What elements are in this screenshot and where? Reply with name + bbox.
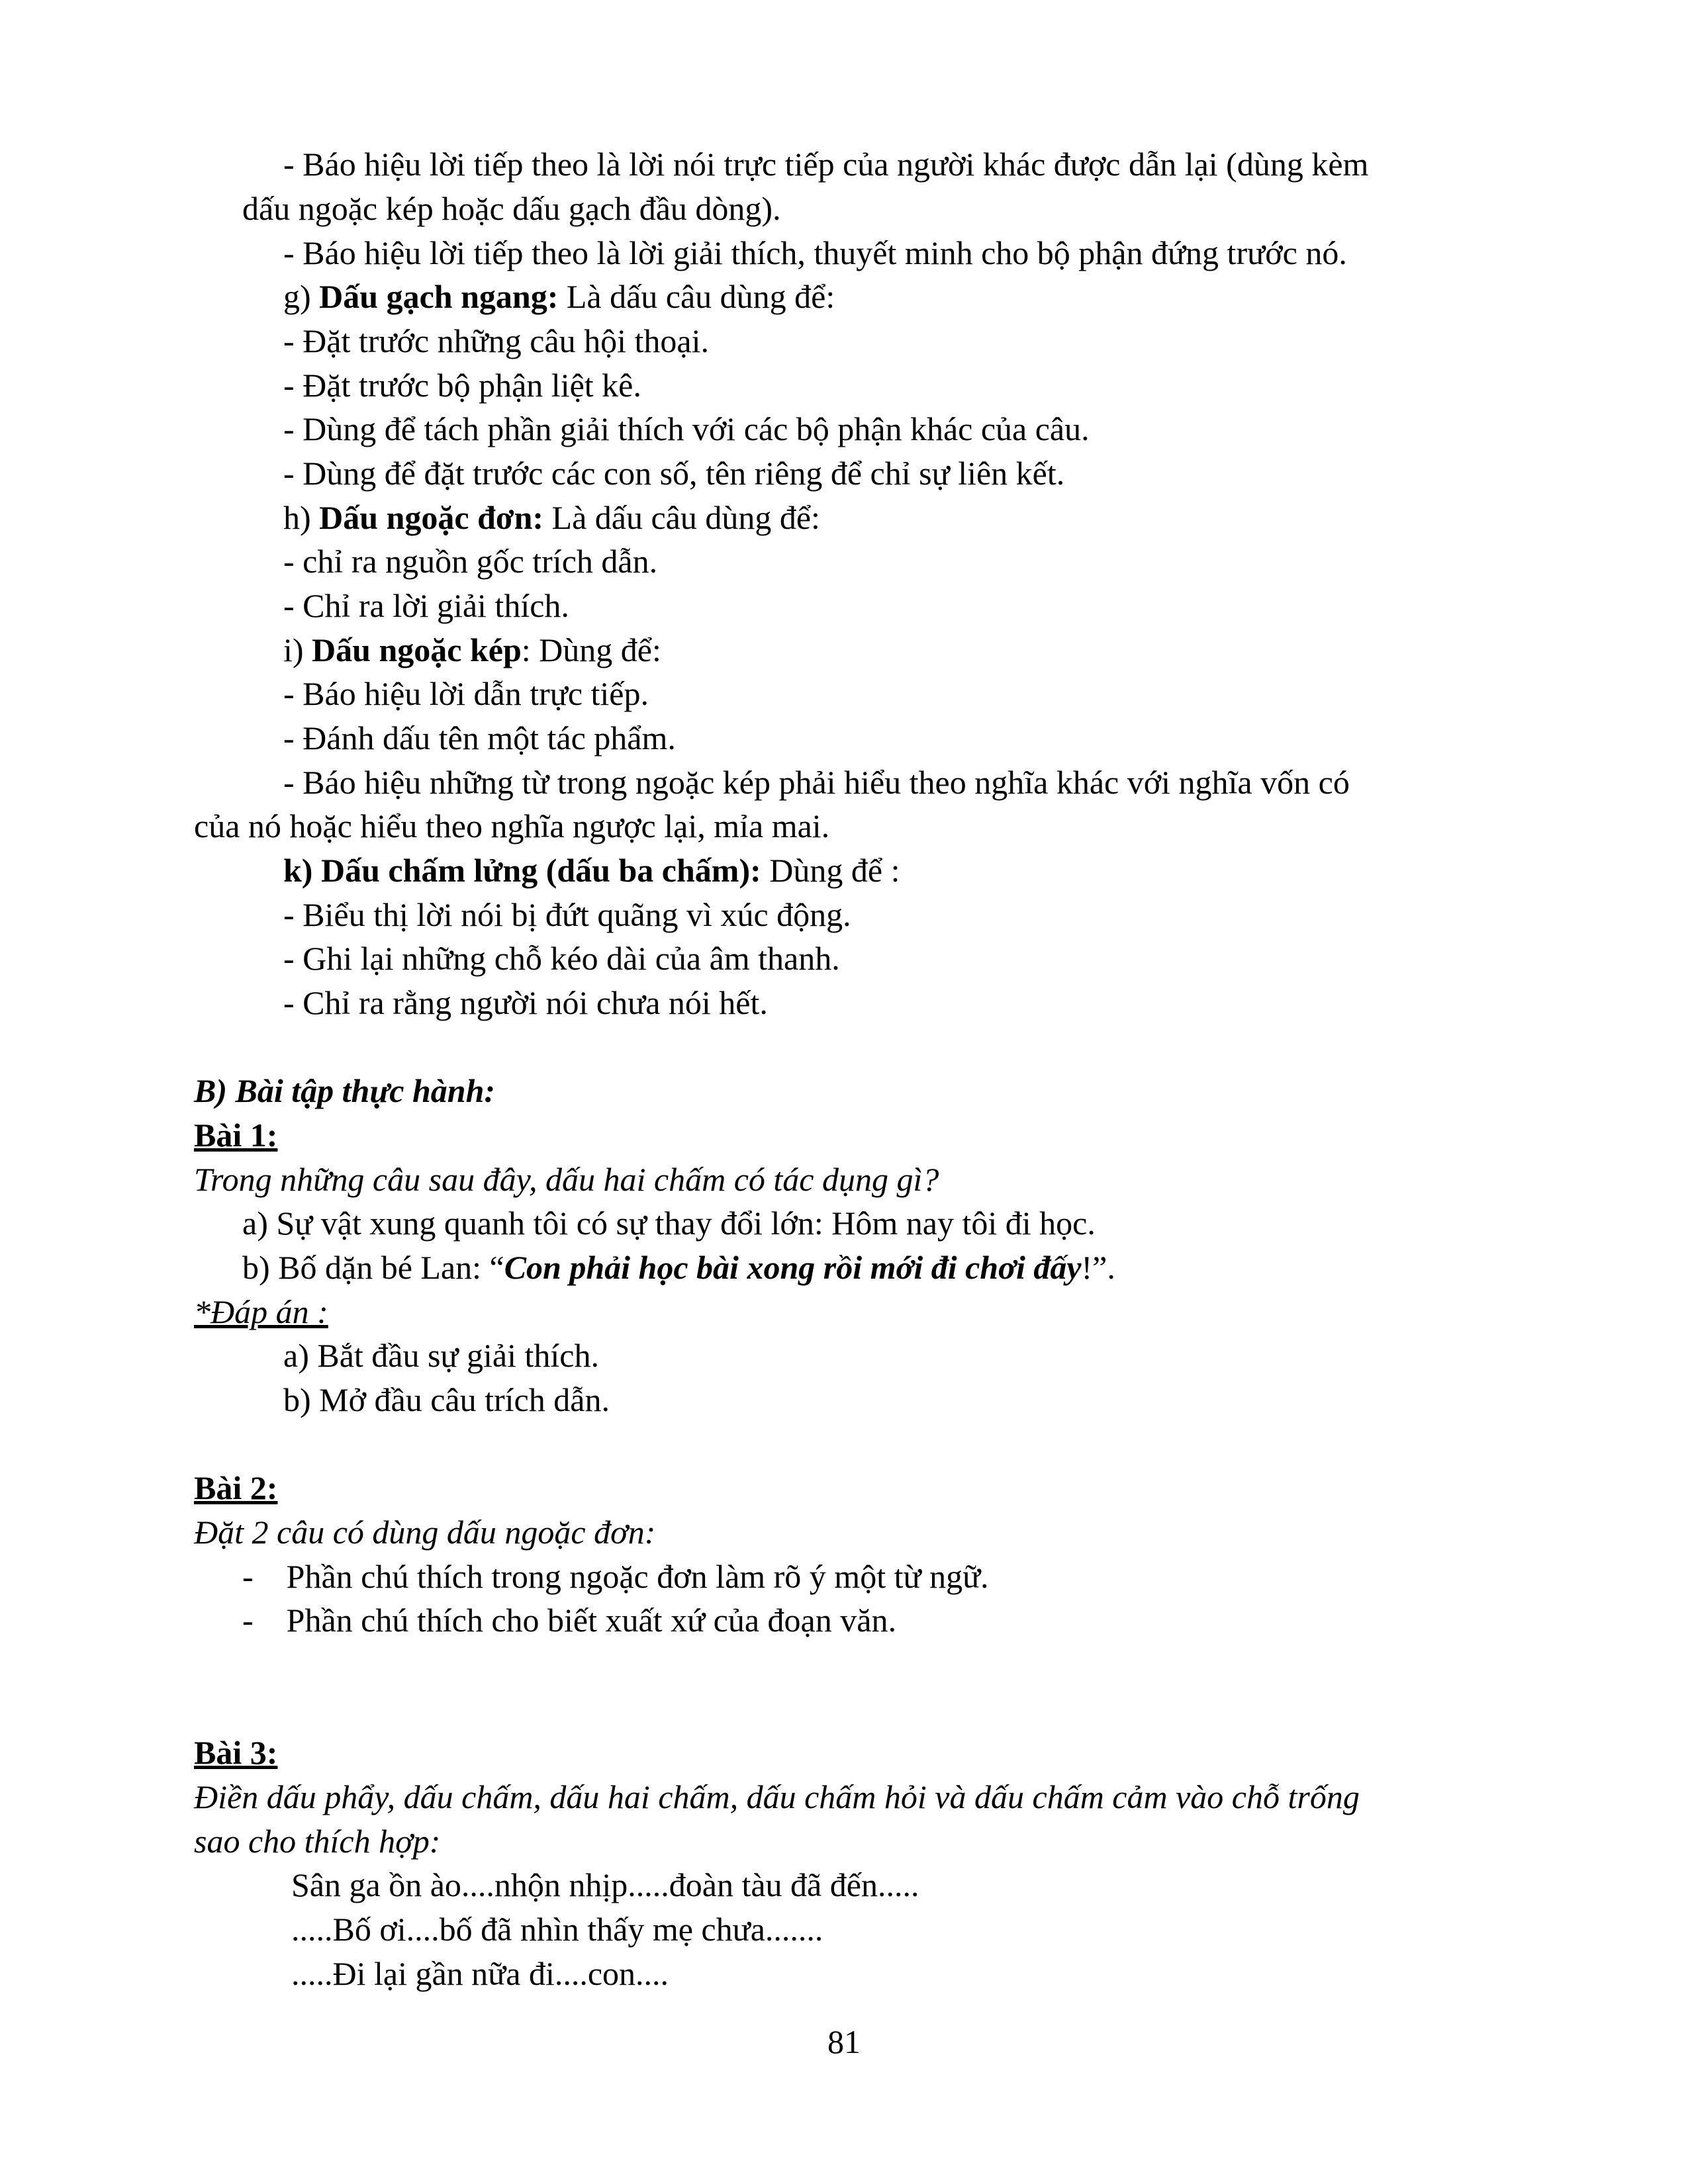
bai2-item: - Phần chú thích trong ngoặc đơn làm rõ ý một từ ngữ. (242, 1558, 989, 1595)
bai1-item-b-prefix: b) Bố dặn bé Lan: “ (242, 1249, 504, 1286)
bai2-item: - Phần chú thích cho biết xuất xứ của đoạn văn. (242, 1602, 896, 1639)
i-intro: : Dùng để: (521, 631, 661, 668)
bai1-answer: b) Mở đầu câu trích dẫn. (283, 1381, 610, 1418)
bai2-title: Bài 2: (194, 1469, 278, 1506)
bai1-item-b-suffix: !”. (1081, 1249, 1115, 1286)
bai1-answer: a) Bắt đầu sự giải thích. (283, 1337, 599, 1374)
g-title: Dấu gạch ngang: (319, 278, 559, 315)
i-heading (283, 630, 661, 670)
h-heading (283, 498, 820, 537)
bai3-line: Sân ga ồn ào....nhộn nhịp.....đoàn tàu đã đến..... (291, 1866, 919, 1903)
k-intro: Dùng để : (761, 852, 900, 889)
bai1-question: Trong những câu sau đây, dấu hai chấm có tác dụng gì? (194, 1161, 939, 1198)
i-item: - Báo hiệu lời dẫn trực tiếp. (283, 675, 649, 712)
k-title: k) Dấu chấm lửng (dấu ba chấm): (283, 852, 761, 889)
practice-heading: B) Bài tập thực hành: (194, 1072, 496, 1109)
f-explanation-item: - Báo hiệu lời tiếp theo là lời giải thích, thuyết minh cho bộ phận đứng trước nó. (283, 234, 1347, 271)
g-prefix: g) (283, 278, 320, 315)
bai3-line: .....Bố ơi....bố đã nhìn thấy mẹ chưa....... (291, 1911, 823, 1948)
i-item: - Đánh dấu tên một tác phẩm. (283, 719, 676, 756)
h-intro: Là dấu câu dùng để: (543, 499, 820, 536)
bai2-question: Đặt 2 câu có dùng dấu ngoặc đơn: (194, 1514, 656, 1551)
k-item: - Chỉ ra rằng người nói chưa nói hết. (283, 984, 768, 1021)
bai3-question-line2: sao cho thích hợp: (194, 1823, 441, 1860)
i-prefix: i) (283, 631, 312, 668)
bai3-line: .....Đi lại gần nữa đi....con.... (291, 1955, 669, 1992)
bai3-title: Bài 3: (194, 1734, 278, 1771)
g-heading (283, 277, 835, 316)
f-direct-speech-line1: - Báo hiệu lời tiếp theo là lời nói trực tiếp của người khác được dẫn lại (dùng kèm (283, 146, 1369, 183)
g-intro: Là dấu câu dùng để: (558, 278, 835, 315)
g-item: - Dùng để đặt trước các con số, tên riêng để chỉ sự liên kết. (283, 455, 1065, 492)
h-item: - Chỉ ra lời giải thích. (283, 587, 569, 624)
i-long-item-line1: - Báo hiệu những từ trong ngoặc kép phải hiểu theo nghĩa khác với nghĩa vốn có (283, 764, 1350, 801)
g-item: - Dùng để tách phần giải thích với các bộ phận khác của câu. (283, 410, 1090, 447)
i-title: Dấu ngoặc kép (312, 631, 522, 668)
bai1-item-b-quote: Con phải học bài xong rồi mới đi chơi đấy (504, 1249, 1082, 1286)
bai1-item-b (242, 1248, 1115, 1287)
h-title: Dấu ngoặc đơn: (319, 499, 544, 536)
k-item: - Ghi lại những chỗ kéo dài của âm thanh. (283, 940, 840, 977)
h-prefix: h) (283, 499, 320, 536)
g-item: - Đặt trước những câu hội thoại. (283, 322, 709, 359)
k-heading (283, 850, 900, 890)
bai1-answer-label: *Đáp án : (194, 1293, 328, 1330)
page-number: 81 (827, 2023, 861, 2060)
i-long-item-line2: của nó hoặc hiểu theo nghĩa ngược lại, mỉa mai. (194, 807, 830, 844)
bai1-title: Bài 1: (194, 1116, 278, 1154)
g-item: - Đặt trước bộ phận liệt kê. (283, 367, 641, 404)
bai3-question-line1: Điền dấu phẩy, dấu chấm, dấu hai chấm, dấu chấm hỏi và dấu chấm cảm vào chỗ trống (194, 1778, 1360, 1815)
f-direct-speech-line2: dấu ngoặc kép hoặc dấu gạch đầu dòng). (242, 190, 781, 227)
k-item: - Biểu thị lời nói bị đứt quãng vì xúc động. (283, 896, 851, 933)
h-item: - chỉ ra nguồn gốc trích dẫn. (283, 543, 658, 580)
bai1-item-a: a) Sự vật xung quanh tôi có sự thay đổi lớn: Hôm nay tôi đi học. (242, 1205, 1096, 1242)
